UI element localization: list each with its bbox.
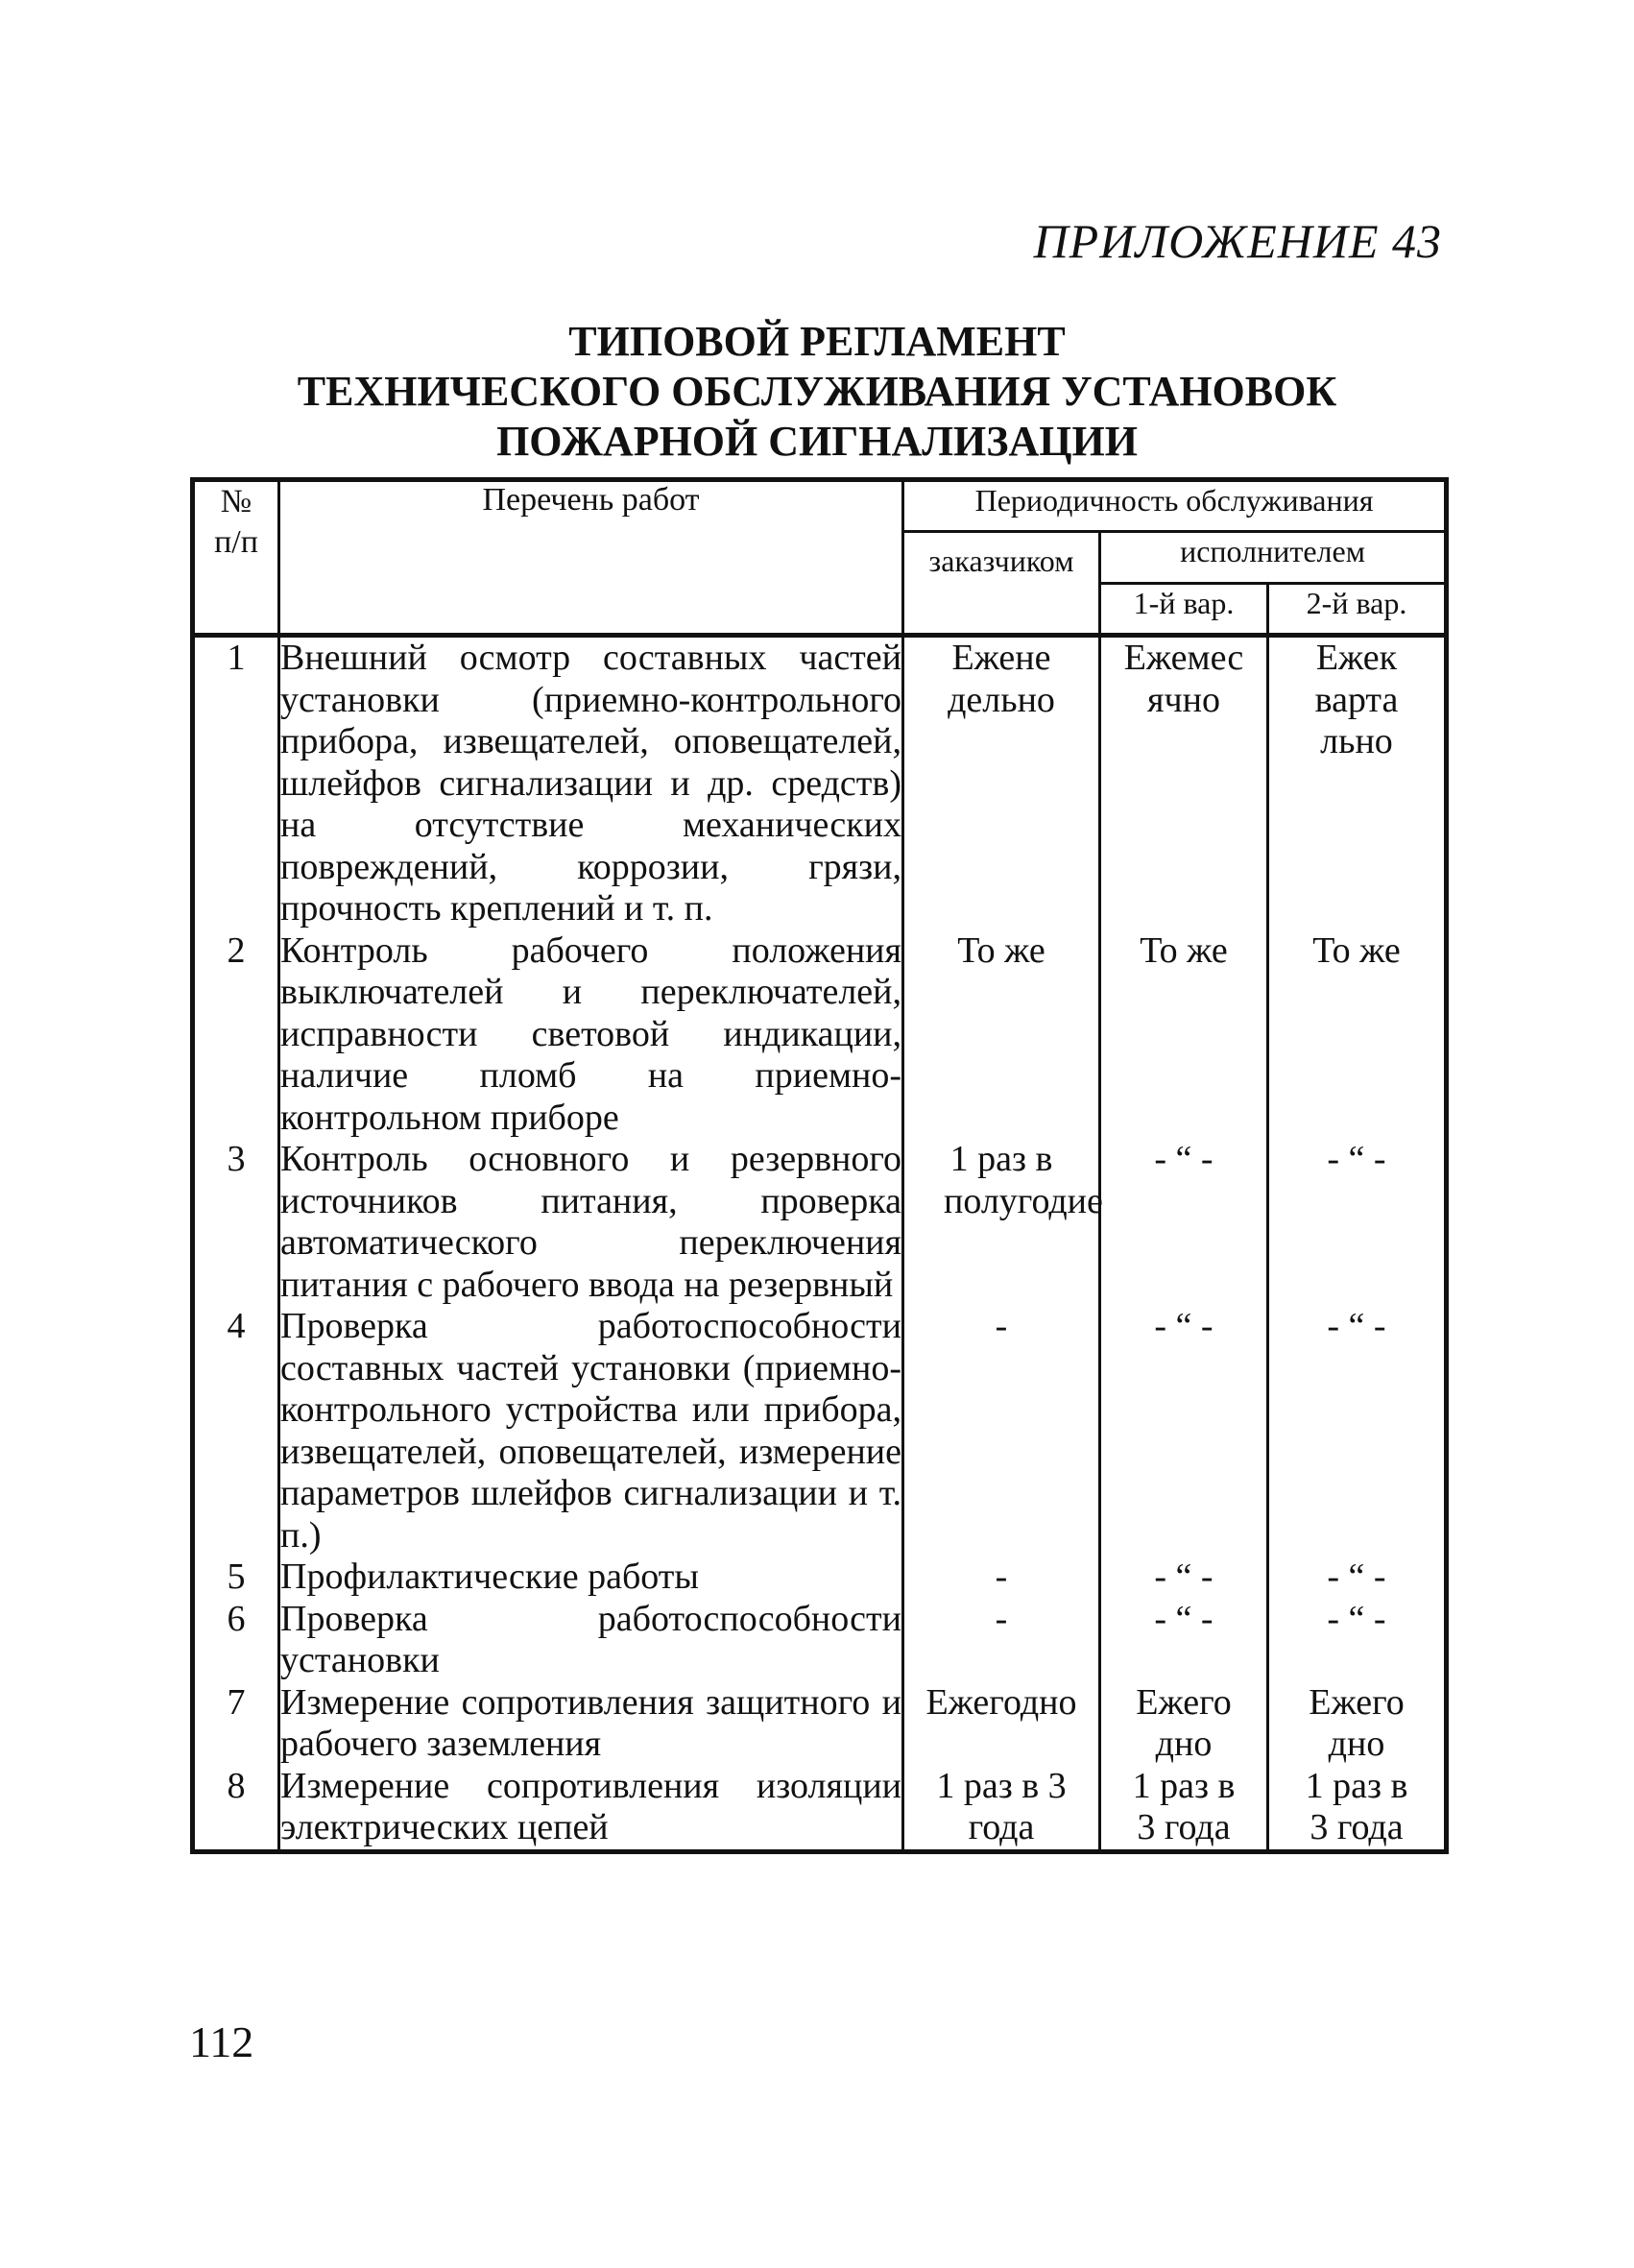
maintenance-schedule-table — [190, 477, 1449, 1854]
table-row — [193, 1599, 1447, 1682]
row-number: 8 — [193, 1766, 279, 1852]
work-description: Внешний осмотр составных частей установки (приемно-контрольного прибора, извещателей, оповещателей, шлейфов сигнализации и др. средств) на отсутствие механических повреждений, коррозии, грязи, прочность креплений и т. п. — [279, 636, 903, 930]
header-works: Перечень работ — [279, 480, 903, 636]
row-number: 2 — [193, 930, 279, 1140]
title-line-3: ПОЖАРНОЙ СИГНАЛИЗАЦИИ — [496, 418, 1138, 465]
work-description: Измерение сопротивления защитного и рабочего заземления — [280, 1681, 901, 1764]
work-description: Контроль рабочего положения выключателей и переключателей, исправности световой индикации, наличие пломб на приемно-контрольном приборе — [280, 929, 901, 1138]
variant-2-frequency: Ежегодно — [1268, 1682, 1447, 1766]
customer-frequency: - — [903, 1556, 1100, 1599]
work-description: Проверка работоспособности составных частей установки (приемно-контрольного устройства или прибора, извещателей, оповещателей, измерение параметров шлейфов сигнализации и т. п.) — [280, 1306, 901, 1556]
variant-1-frequency: - “ - — [1100, 1306, 1268, 1556]
header-periodicity: Периодичность обслуживания — [903, 480, 1447, 532]
row-number: 4 — [193, 1306, 279, 1556]
customer-frequency: То же — [903, 930, 1100, 1140]
header-num: № п/п — [193, 480, 279, 636]
table-header — [193, 480, 1447, 636]
variant-1-frequency: То же — [1100, 930, 1268, 1140]
customer-frequency: Еженедельно — [903, 636, 1100, 930]
header-customer: заказчиком — [903, 532, 1100, 636]
row-number: 7 — [193, 1682, 279, 1766]
variant-1-frequency: 1 раз в 3 года — [1100, 1766, 1268, 1852]
row-number: 6 — [193, 1599, 279, 1682]
row-number: 5 — [193, 1556, 279, 1599]
table-body — [193, 636, 1447, 1852]
table-row — [193, 1682, 1447, 1766]
variant-2-frequency: - “ - — [1268, 1139, 1447, 1306]
variant-2-frequency: - “ - — [1268, 1556, 1447, 1599]
header-variant-2: 2-й вар. — [1268, 584, 1447, 636]
header-variant-1: 1-й вар. — [1100, 584, 1268, 636]
title-line-2: ТЕХНИЧЕСКОГО ОБСЛУЖИВАНИЯ УСТАНОВОК — [297, 368, 1337, 415]
table-row — [193, 1556, 1447, 1599]
customer-frequency: 1 раз в 3 года — [903, 1766, 1100, 1852]
row-number: 1 — [193, 636, 279, 930]
variant-1-frequency: - “ - — [1100, 1139, 1268, 1306]
table-row — [193, 930, 1447, 1140]
variant-2-frequency: То же — [1268, 930, 1447, 1140]
page-number: 112 — [189, 2017, 254, 2066]
customer-frequency: - — [903, 1306, 1100, 1556]
table-row — [193, 1766, 1447, 1852]
variant-2-frequency: Ежеквартально — [1268, 636, 1447, 930]
customer-frequency: Ежегодно — [903, 1682, 1100, 1766]
variant-1-frequency: - “ - — [1100, 1556, 1268, 1599]
variant-2-frequency: - “ - — [1268, 1599, 1447, 1682]
customer-frequency: 1 раз в полугодие — [903, 1139, 1100, 1306]
work-description: Контроль основного и резервного источников питания, проверка автоматического переключения питания с рабочего ввода на резервный — [280, 1139, 901, 1305]
work-description: Проверка работоспособности установки — [280, 1598, 901, 1680]
title-line-1: ТИПОВОЙ РЕГЛАМЕНТ — [568, 318, 1066, 365]
row-number: 3 — [193, 1139, 279, 1306]
variant-1-frequency: Ежемесячно — [1100, 636, 1268, 930]
work-description: Профилактические работы — [279, 1556, 903, 1599]
table-row — [193, 1139, 1447, 1306]
customer-frequency: - — [903, 1599, 1100, 1682]
variant-2-frequency: - “ - — [1268, 1306, 1447, 1556]
table-row — [193, 636, 1447, 930]
variant-1-frequency: - “ - — [1100, 1599, 1268, 1682]
work-description: Измерение сопротивления изоляции электрических цепей — [279, 1766, 903, 1852]
variant-2-frequency: 1 раз в 3 года — [1268, 1766, 1447, 1852]
appendix-label: ПРИЛОЖЕНИЕ 43 — [1033, 214, 1442, 268]
variant-1-frequency: Ежегодно — [1100, 1682, 1268, 1766]
table-row — [193, 1306, 1447, 1556]
document-title — [188, 317, 1446, 467]
header-executor: исполнителем — [1100, 532, 1447, 584]
